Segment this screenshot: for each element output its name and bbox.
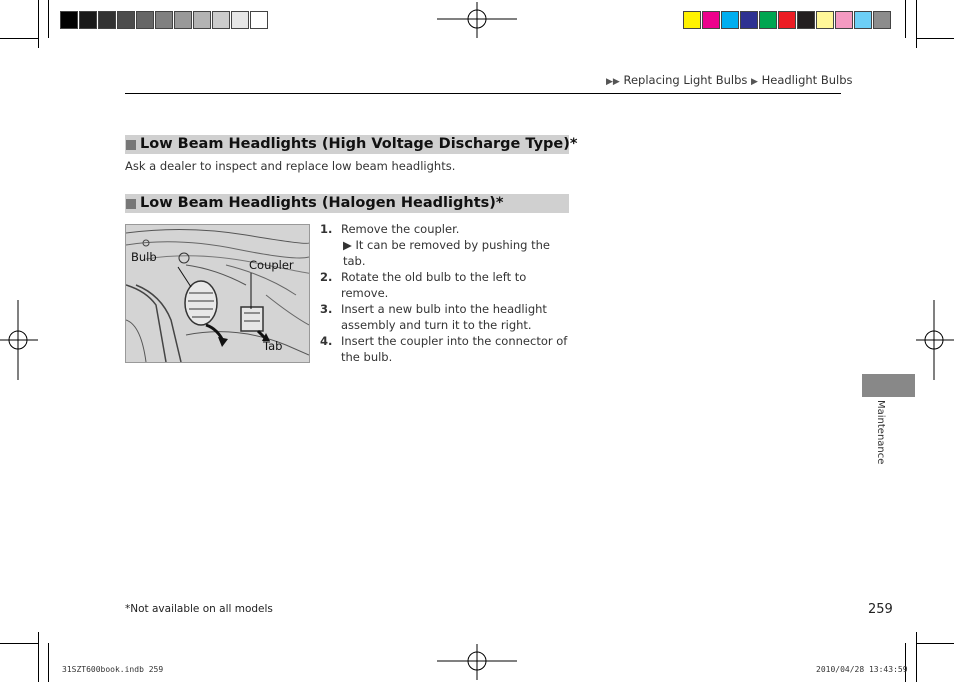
- breadcrumb-current: Headlight Bulbs: [761, 73, 853, 87]
- gray-swatch: [250, 11, 268, 29]
- tab-callout-label: Tab: [263, 339, 283, 353]
- step-item: [320, 269, 572, 301]
- color-swatch: [873, 11, 891, 29]
- gray-swatch: [174, 11, 192, 29]
- step-item: [320, 301, 572, 333]
- gray-swatch: [136, 11, 154, 29]
- chapter-tab-label: Maintenance: [875, 400, 886, 465]
- gray-swatch: [193, 11, 211, 29]
- step-item: [320, 221, 572, 237]
- step-text: Insert a new bulb into the headlight assembly and turn it to the right.: [341, 302, 547, 332]
- step-number: 1.: [320, 222, 333, 236]
- step-item: [320, 333, 572, 365]
- breadcrumb-parent-link[interactable]: Replacing Light Bulbs: [623, 73, 748, 87]
- color-swatch: [702, 11, 720, 29]
- color-swatch: [854, 11, 872, 29]
- print-slug-file: 31SZT600book.indb 259: [62, 665, 164, 674]
- step-number: 3.: [320, 302, 333, 316]
- footnote: *Not available on all models: [125, 603, 273, 615]
- breadcrumb-double-arrow-icon: ▶▶: [606, 77, 620, 87]
- step-number: 4.: [320, 334, 333, 348]
- registration-target-icon: [916, 300, 954, 380]
- page-number: 259: [868, 602, 893, 617]
- section-heading-hid: [125, 135, 578, 154]
- section-title: Low Beam Headlights (High Voltage Discharge Type)*: [140, 136, 578, 152]
- section-body-text: Ask a dealer to inspect and replace low beam headlights.: [125, 159, 456, 173]
- color-swatch: [740, 11, 758, 29]
- registration-target-icon: [437, 2, 517, 38]
- print-slug-timestamp: 2010/04/28 13:43:59: [816, 665, 908, 674]
- gray-swatch: [231, 11, 249, 29]
- breadcrumb: [606, 73, 853, 87]
- gray-swatch: [79, 11, 97, 29]
- section-heading-halogen: [125, 194, 569, 213]
- step-text: Insert the coupler into the connector of the bulb.: [341, 334, 568, 364]
- registration-target-icon: [437, 644, 517, 680]
- color-swatch: [835, 11, 853, 29]
- color-swatch: [797, 11, 815, 29]
- gray-swatch: [155, 11, 173, 29]
- gray-swatch: [212, 11, 230, 29]
- registration-target-icon: [0, 300, 38, 380]
- step-text: Rotate the old bulb to the left to remove.: [341, 270, 527, 300]
- gray-swatch: [117, 11, 135, 29]
- color-swatch: [778, 11, 796, 29]
- color-swatch: [721, 11, 739, 29]
- gray-swatch: [98, 11, 116, 29]
- bulb-callout-label: Bulb: [131, 250, 157, 264]
- section-square-icon: [126, 199, 136, 209]
- chapter-tab[interactable]: [862, 374, 915, 397]
- breadcrumb-arrow-icon: ▶: [751, 77, 758, 87]
- gray-swatch: [60, 11, 78, 29]
- step-text: Remove the coupler.: [341, 222, 460, 236]
- step-note: ▶ It can be removed by pushing the tab.: [343, 238, 550, 268]
- header-divider: [125, 93, 841, 94]
- coupler-callout-label: Coupler: [249, 258, 294, 272]
- headlight-bulb-illustration: [125, 224, 310, 363]
- step-list: [320, 221, 572, 365]
- section-title: Low Beam Headlights (Halogen Headlights)*: [140, 195, 504, 211]
- section-square-icon: [126, 140, 136, 150]
- color-swatch: [816, 11, 834, 29]
- step-number: 2.: [320, 270, 333, 284]
- color-swatch: [683, 11, 701, 29]
- color-swatch: [759, 11, 777, 29]
